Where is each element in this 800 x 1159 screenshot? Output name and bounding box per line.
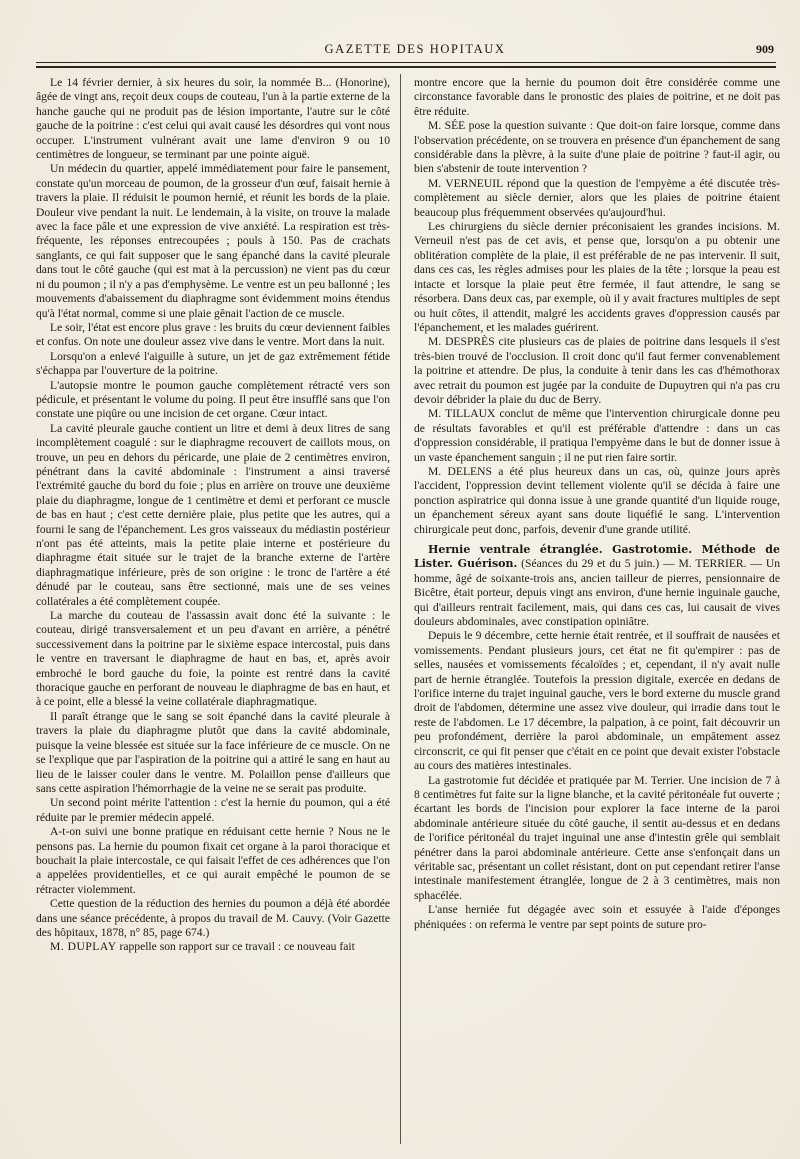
paragraph: Les chirurgiens du siècle dernier préconisaient les grandes incisions. M. Verneuil n'est pas de cet avis, et pense que, lorsqu'on a pu obtenir une oblitération complète de la plaie, il est préférable de ne pas intervenir. Il suit, dans ces cas, les règles admises pour les plaies de la tête ; lorsque la peau est intacte et lorsque la plaie peut être fermée, il faut attendre, le sang se résorbera. Dans deux cas, par exemple, où il y avait fractures multiples de sept ou huit côtes, il attendit, malgré les accidents graves d'oppression causés par l'épanchement, et les malades guérirent. [414, 220, 780, 334]
paragraph: M. SÉE pose la question suivante : Que doit-on faire lorsque, comme dans l'observation précédente, on se trouvera en présence d'un épanchement de sang considérable dans la plèvre, à la suite d'une plaie de poitrine ? faut-il agir, ou bien s'abstenir de toute intervention ? [414, 119, 780, 176]
column-divider [400, 74, 401, 1144]
paragraph: Le 14 février dernier, à six heures du soir, la nommée B... (Honorine), âgée de vingt ans, reçoit deux coups de couteau, l'un à la partie externe de la hanche gauche qui ne produit pas de lésion importante, l'autre sur le côté gauche de la poitrine : c'est celui qui avait causé les désordres qui vont nous occuper. L'instrument vulnérant avait une lame d'environ 9 ou 10 centimètres de longueur, se terminant par une pointe aiguë. [36, 76, 390, 162]
speaker-name: M. DUPLAY [50, 940, 117, 954]
paragraph: M. VERNEUIL répond que la question de l'empyème a été discutée très-complètement au siècle dernier, alors que les plaies de poitrine étaient beaucoup plus fréquemment observées qu'aujourd'hui. [414, 176, 780, 219]
paragraph: La cavité pleurale gauche contient un litre et demi à deux litres de sang incomplètement coagulé : sur le diaphragme recouvert de caillots mous, on trouve, un peu en dehors du péricarde, une plaie de 2 centimètres environ, pénétrant dans la cavité abdominale : l'instrument a ainsi traversé l'extrémité gauche du bord du foie ; plus en arrière on trouve une deuxième plaie du diaphragme, longue de 1 centimètre et demi et perforant ce muscle de bas en haut ; c'est cette dernière plaie, plus petite que les autres, qui a fourni le sang de l'épanchement. Les gros vaisseaux du médiastin postérieur n'ont pas été atteints, mais la petite plaie interne et postérieure du diaphragme était située sur le trajet de la branche externe de l'artère diaphragmatique inférieure, près de son origine : le tronc de l'artère a été dénudé par le couteau, sans être sectionné, mais une de ses veines collatérales a été complètement coupée. [36, 421, 390, 608]
section-paragraph [414, 543, 780, 629]
paragraph: M. DELENS a été plus heureux dans un cas, où, quinze jours après l'accident, l'oppression devint tellement violente qu'il se décida à faire une ponction aspiratrice qui donna issue à une grande quantité d'un liquide rouge, un épanchement séreux ayant sans doute liquéfié le sang. L'intervention chirurgicale peut donc, parfois, devenir d'une grande utilité. [414, 464, 780, 536]
paragraph: Lorsqu'on a enlevé l'aiguille à suture, un jet de gaz extrêmement fétide s'échappa par l'ouverture de la poitrine. [36, 349, 390, 378]
paragraph: La gastrotomie fut décidée et pratiquée par M. Terrier. Une incision de 7 à 8 centimètres fut faite sur la ligne blanche, et la cavité péritonéale fut ouverte ; écartant les bords de l'incision pour explorer la face interne de la paroi abdominale antérieure située du côté gauche, il sentit au-dessus et en dedans de l'orifice péritonéal du trajet inguinal une anse d'intestin grêle qui semblait pénétrer dans la paroi abdominale antérieure. Cette anse s'enfonçait dans un véritable sac, présentant un collet résistant, dont on put cependant retirer l'anse intestinale manifestement étranglée, longue de 2 à 3 centimètres, mais non sphacélée. [414, 773, 780, 902]
running-title: GAZETTE DES HOPITAUX [324, 42, 506, 56]
section-intro: (Séances du 29 et du 5 juin.) — M. TERRIER. — Un homme, âgé de soixante-trois ans, ancien tailleur de pierres, pensionnaire de Bicêtre, était porteur, depuis vingt ans environ, d'une hernie inguinale gauche, qui d'ailleurs rentrait facilement, mais, qui dans ces cas, lui causait de vives douleurs abdominales, avec constipation opiniâtre. [414, 557, 780, 629]
paragraph: Il paraît étrange que le sang se soit épanché dans la cavité pleurale à travers la plaie du diaphragme plutôt que dans la cavité abdominale, puisque la veine blessée est située sur la face inférieure de ce muscle. On ne se l'explique que par l'aspiration de la poitrine qui a attiré le sang en haut au lieu de le laisser couler dans le ventre. M. Polaillon pense d'ailleurs que sans cette aspiration l'hémorrhagie de la veine ne se serait pas produite. [36, 709, 390, 795]
paragraph: A-t-on suivi une bonne pratique en réduisant cette hernie ? Nous ne le pensons pas. La hernie du poumon fixait cet organe à la paroi thoracique et bouchait la plaie intercostale, ce qui faisait l'effet de ces adhérences que l'on a appelées providentielles, et ce qui aurait empêché le poumon de se rétracter violemment. [36, 825, 390, 896]
header-rule-thick [36, 66, 776, 68]
page-number: 909 [756, 42, 774, 56]
paragraph: montre encore que la hernie du poumon doit être considérée comme une circonstance favorable dans le pronostic des plaies de poitrine, et ne doit pas être réduite. [414, 76, 780, 118]
paragraph-text: rappelle son rapport sur ce travail : ce nouveau fait [119, 940, 355, 954]
paragraph: Un médecin du quartier, appelé immédiatement pour faire le pansement, constate qu'un morceau de poumon, de la grosseur d'un œuf, faisait hernie à travers la plaie. Il réduisit le poumon hernié, et réunit les bords de la plaie. Douleur vive pendant la nuit. Le lendemain, à la visite, on trouve la malade avec la face pâle et une expression de vive anxiété. La respiration est très-fréquente, les réponses entrecoupées ; pouls à 150. Pas de crachats sanglants, ce qui fait supposer que le sang épanché dans la cavité pleurale dans tout le côté gauche (qui est mat à la percussion) ne vient pas du cœur ni du poumon ; il n'y a pas d'emphysème. Le ventre est un peu ballonné ; les mouvements d'abaissement du diaphragme sont évidemment moins étendus qu'à l'état normal, comme si une plaie gênait l'action de ce muscle. [36, 162, 390, 320]
page-header [54, 28, 776, 58]
left-column [36, 76, 390, 955]
right-column [414, 76, 780, 932]
paragraph [36, 940, 390, 954]
paragraph: M. TILLAUX conclut de même que l'intervention chirurgicale donne peu de résultats favorables et qu'il est préférable d'attendre : dans un cas d'oppression considérable, il pratiqua l'empyème dans le but de donner issue à un vaste épanchement sanguin ; il ne put rien faire sortir. [414, 407, 780, 464]
paragraph: Un second point mérite l'attention : c'est la hernie du poumon, qui a été réduite par le premier médecin appelé. [36, 796, 390, 824]
paragraph: Cette question de la réduction des hernies du poumon a déjà été abordée dans une séance précédente, à propos du travail de M. Cauvy. (Voir Gazette des hôpitaux, 1878, n° 85, page 674.) [36, 897, 390, 939]
paragraph: L'autopsie montre le poumon gauche complètement rétracté vers son pédicule, et présentant le volume du poing. Il peut être insufflé sans que l'on constate une piqûre ou une incision de cet organe. Cœur intact. [36, 378, 390, 421]
paragraph: L'anse herniée fut dégagée avec soin et essuyée à l'aide d'éponges phéniquées : on referma le ventre par sept points de suture pro- [414, 903, 780, 931]
paragraph: Le soir, l'état est encore plus grave : les bruits du cœur deviennent faibles et confus. On note une douleur assez vive dans le ventre. Mort dans la nuit. [36, 320, 390, 349]
section-heading: Hernie ventrale étranglée. Gastrotomie. Méthode de Lister. Guérison. [414, 543, 780, 571]
header-rule [36, 62, 776, 63]
paragraph: M. DESPRÈS cite plusieurs cas de plaies de poitrine dans lesquels il s'est très-bien trouvé de l'occlusion. Il croit donc qu'il faut fermer convenablement la poitrine et attendre. De plus, la conduite à tenir dans les cas d'hémothorax avec retrait du poumon est jugée par la conduite de Dupuytren qui n'a pas cru devoir débrider la plaie du duc de Berry. [414, 335, 780, 406]
paragraph: Depuis le 9 décembre, cette hernie était rentrée, et il souffrait de nausées et vomissements. Pendant plusieurs jours, cet état ne fit qu'empirer : pas de selles, nausées et vomissements fécaloïdes ; et, cependant, il n'y avait nulle part de hernie étranglée. Toutefois la pression digitale, exercée en dedans de l'orifice interne du trajet inguinal gauche, vers le bord externe du muscle grand droit de l'abdomen, détermine une assez vive douleur, qui irradie dans tout le reste de l'abdomen. Le 17 décembre, la palpation, à ce point, fait découvrir un peu profondément, derrière la paroi abdominale, un empâtement assez circonscrit, ce qui fit penser que c'était en ce point que devait exister l'obstacle au cours des matières intestinales. [414, 629, 780, 773]
paragraph: La marche du couteau de l'assassin avait donc été la suivante : le couteau, dirigé transversalement et un peu d'avant en arrière, a pénétré successivement dans la poitrine par le sixième espace intercostal, puis dans le ventre en traversant le diaphragme de haut en bas, et, après avoir embroché le bord gauche du foie, la pointe est rentré dans la cavité thoracique gauche en perforant de nouveau le diaphragme de bas en haut, et à ce point, elle a blessé la veine collatérale diaphragmatique. [36, 609, 390, 709]
